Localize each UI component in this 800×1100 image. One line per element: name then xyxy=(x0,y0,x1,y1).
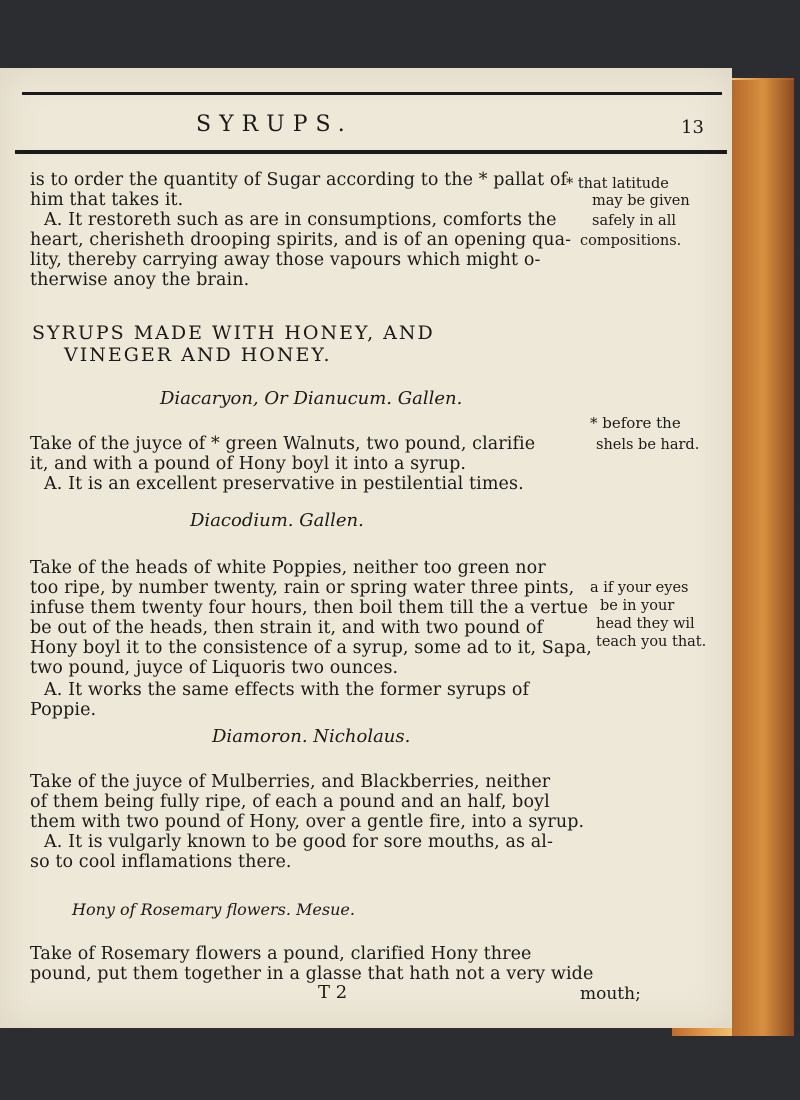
recipe-heading: Diamoron. Nicholaus. xyxy=(212,726,411,747)
section-title: VINEGER AND HONEY. xyxy=(64,344,332,366)
margin-note: safely in all xyxy=(592,213,676,229)
binding-edge xyxy=(732,80,794,1036)
text-line: A. It restoreth such as are in consumptions, comforts the xyxy=(44,210,557,230)
text-line: him that takes it. xyxy=(30,190,184,210)
text-line: too ripe, by number twenty, rain or spring water three pints, xyxy=(30,578,575,598)
top-rule xyxy=(22,92,722,95)
text-line: two pound, juyce of Liquoris two ounces. xyxy=(30,658,399,678)
text-line: A. It is vulgarly known to be good for sore mouths, as al- xyxy=(44,832,554,852)
text-line: therwise anoy the brain. xyxy=(30,270,250,290)
recipe-heading: Diacodium. Gallen. xyxy=(190,510,364,531)
margin-note: * that latitude xyxy=(566,176,669,192)
text-line: Take of Rosemary flowers a pound, clarified Hony three xyxy=(30,944,532,964)
text-line: infuse them twenty four hours, then boil them till the a vertue xyxy=(30,598,589,618)
text-line: A. It works the same effects with the former syrups of xyxy=(44,680,530,700)
text-line: Hony boyl it to the consistence of a syrup, some ad to it, Sapa, xyxy=(30,638,592,658)
recipe-heading: Hony of Rosemary flowers. Mesue. xyxy=(72,900,355,919)
margin-note: compositions. xyxy=(580,233,682,249)
text-line: pound, put them together in a glasse that hath not a very wide xyxy=(30,964,594,984)
margin-note: teach you that. xyxy=(596,634,707,650)
text-line: Take of the heads of white Poppies, neither too green nor xyxy=(30,558,546,578)
margin-note: a if your eyes xyxy=(590,580,689,596)
text-line: Take of the juyce of * green Walnuts, two pound, clarifie xyxy=(30,434,536,454)
margin-note: be in your xyxy=(600,598,675,614)
text-line: of them being fully ripe, of each a pound and an half, boyl xyxy=(30,792,550,812)
margin-note: shels be hard. xyxy=(596,437,700,453)
recipe-heading: Diacaryon, Or Dianucum. Gallen. xyxy=(160,388,463,409)
text-line: Poppie. xyxy=(30,700,97,720)
text-line: them with two pound of Hony, over a gentle fire, into a syrup. xyxy=(30,812,585,832)
text-line: lity, thereby carrying away those vapours which might o- xyxy=(30,250,541,270)
margin-note: head they wil xyxy=(596,616,695,632)
margin-note: * before the xyxy=(590,414,681,432)
text-line: be out of the heads, then strain it, and with two pound of xyxy=(30,618,544,638)
text-line: A. It is an excellent preservative in pestilential times. xyxy=(44,474,524,494)
text-line: Take of the juyce of Mulberries, and Blackberries, neither xyxy=(30,772,551,792)
catchword: mouth; xyxy=(580,984,641,1004)
text-line: heart, cherisheth drooping spirits, and is of an opening qua- xyxy=(30,230,572,250)
running-head: SYRUPS. xyxy=(196,112,353,137)
signature-mark: T 2 xyxy=(318,982,348,1003)
text-line: so to cool inflamations there. xyxy=(30,852,292,872)
text-line: it, and with a pound of Hony boyl it into a syrup. xyxy=(30,454,467,474)
page-number: 13 xyxy=(681,117,704,138)
section-title: SYRUPS MADE WITH HONEY, AND xyxy=(32,322,435,344)
text-line: is to order the quantity of Sugar according to the * pallat of xyxy=(30,170,568,190)
margin-note: may be given xyxy=(592,193,690,209)
head-rule xyxy=(15,150,727,154)
